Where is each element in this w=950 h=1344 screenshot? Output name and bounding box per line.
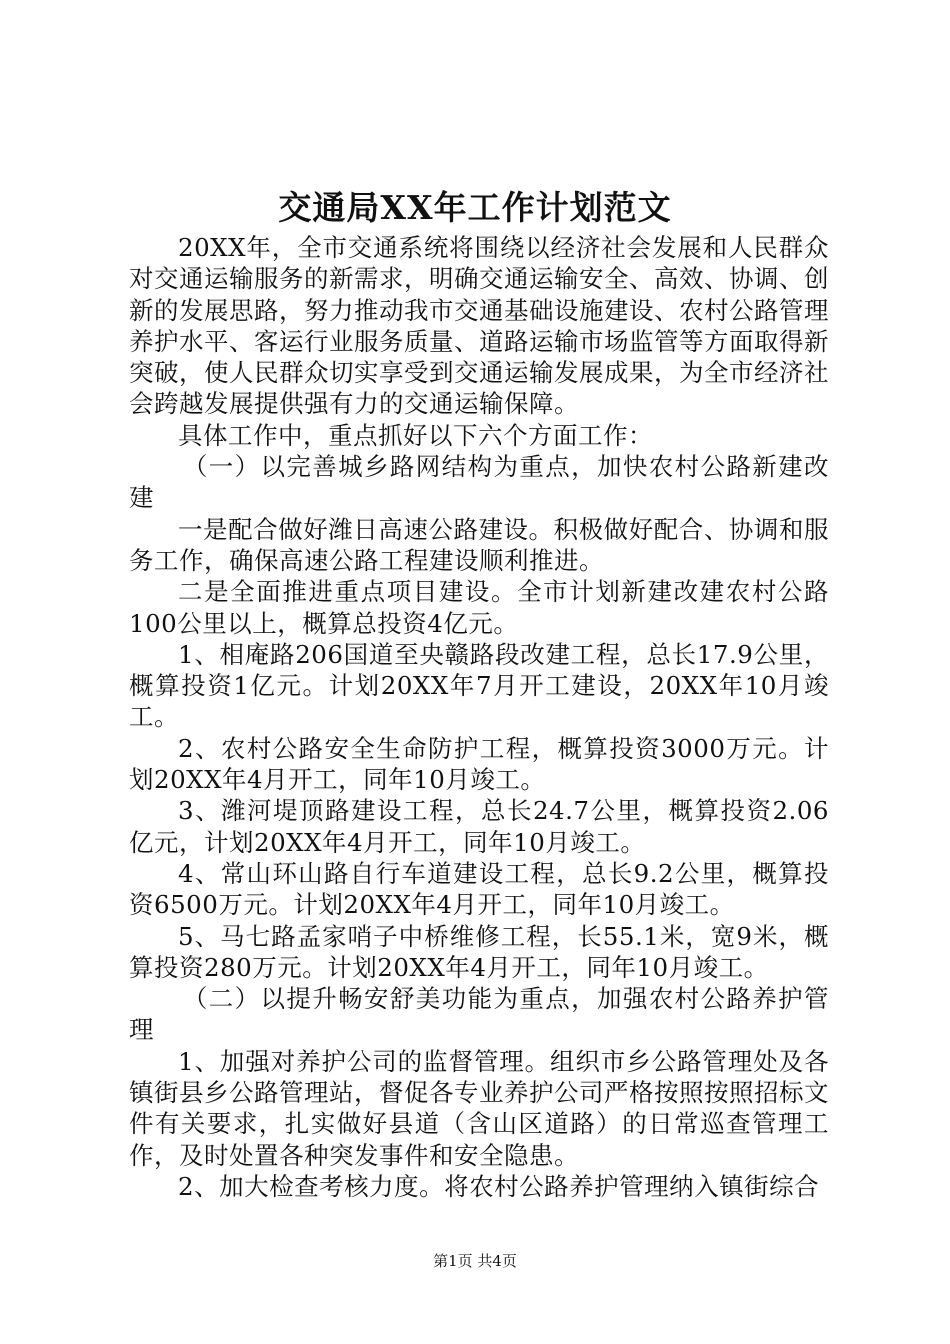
paragraph: 2、加大检查考核力度。将农村公路养护管理纳入镇街综合 <box>178 1171 820 1201</box>
section-heading: （一）以完善城乡路网结构为重点，加快农村公路新建改建 <box>129 452 829 513</box>
paragraph: 1、相庵路206国道至央赣路段改建工程，总长17.9公里，概算投资1亿元。计划20XX年7月开工建设，20XX年10月竣工。 <box>129 639 829 732</box>
paragraph: 20XX年，全市交通系统将围绕以经济社会发展和人民群众对交通运输服务的新需求，明确交通运输安全、高效、协调、创新的发展思路，努力推动我市交通基础设施建设、农村公路管理养护水平、客运行业服务质量、道路运输市场监管等方面取得新突破，使人民群众切实享受到交通运输发展成果，为全市经济社会跨越发展提供强有力的交通运输保障。 <box>129 233 829 419</box>
paragraph: 一是配合做好潍日高速公路建设。积极做好配合、协调和服务工作，确保高速公路工程建设顺利推进。 <box>129 514 829 575</box>
paragraph: 3、潍河堤顶路建设工程，总长24.7公里，概算投资2.06亿元，计划20XX年4月开工，同年10月竣工。 <box>129 796 829 857</box>
paragraph: 1、加强对养护公司的监督管理。组织市乡公路管理处及各镇街县乡公路管理站，督促各专业养护公司严格按照按照招标文件有关要求，扎实做好县道（含山区道路）的日常巡查管理工作，及时处置各种突发事件和安全隐患。 <box>129 1046 829 1170</box>
document-title: 交通局XX年工作计划范文 <box>278 188 672 227</box>
section-heading: （二）以提升畅安舒美功能为重点，加强农村公路养护管理 <box>129 984 829 1045</box>
paragraph: 2、农村公路安全生命防护工程，概算投资3000万元。计划20XX年4月开工，同年10月竣工。 <box>129 733 829 795</box>
document-body <box>129 232 829 1202</box>
paragraph: 二是全面推进重点项目建设。全市计划新建改建农村公路100公里以上，概算总投资4亿元。 <box>129 577 829 638</box>
paragraph: 5、马七路孟家哨子中桥维修工程，长55.1米，宽9米，概算投资280万元。计划20XX年4月开工，同年10月竣工。 <box>129 921 829 982</box>
paragraph: 4、常山环山路自行车道建设工程，总长9.2公里，概算投资6500万元。计划20XX年4月开工，同年10月竣工。 <box>129 858 829 920</box>
paragraph: 具体工作中，重点抓好以下六个方面工作： <box>178 420 653 450</box>
page-footer: 第1页 共4页 <box>433 1252 517 1270</box>
